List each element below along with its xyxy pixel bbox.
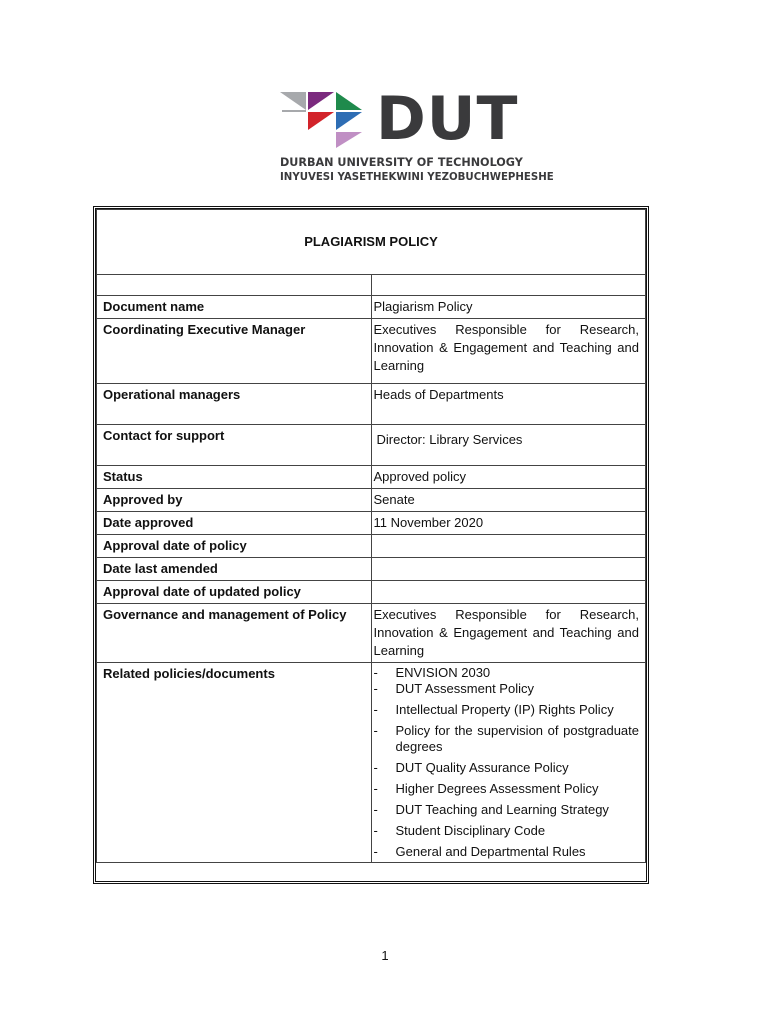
row-label: Governance and management of Policy [97, 604, 372, 663]
policy-info-table [93, 206, 649, 884]
bullet-dash: - [373, 760, 378, 775]
row-label: Approval date of policy [97, 535, 372, 558]
table-row [97, 466, 646, 489]
row-label: Coordinating Executive Manager [97, 319, 372, 384]
row-value: Executives Responsible for Research, Innovation & Engagement and Teaching and Learning [371, 604, 646, 663]
dut-logo-mark [280, 88, 370, 148]
row-value: Executives Responsible for Research, Innovation & Engagement and Teaching and Learning [371, 319, 646, 384]
spacer-cell [371, 275, 646, 296]
row-label: Date approved [97, 512, 372, 535]
dut-logo [280, 84, 554, 188]
table-row [97, 489, 646, 512]
list-item-text: General and Departmental Rules [395, 844, 586, 859]
logo-university-name: DURBAN UNIVERSITY OF TECHNOLOGY [280, 156, 523, 169]
bullet-dash: - [373, 681, 378, 696]
row-label: Related policies/documents [97, 663, 372, 863]
list-item [374, 665, 640, 681]
row-label: Contact for support [97, 425, 372, 466]
table-row [97, 581, 646, 604]
list-item-text: DUT Quality Assurance Policy [395, 760, 569, 775]
bullet-dash: - [373, 823, 378, 838]
list-item-text: DUT Teaching and Learning Strategy [395, 802, 609, 817]
logo-wordmark: DUT [376, 84, 519, 154]
row-value: Senate [371, 489, 646, 512]
list-item-text: Policy for the supervision of postgraduate degrees [395, 723, 639, 754]
bullet-dash: - [373, 802, 378, 817]
table-row [97, 663, 646, 863]
table-row [97, 512, 646, 535]
bullet-dash: - [373, 723, 378, 738]
logo-university-name-zulu: INYUVESI YASETHEKWINI YEZOBUCHWEPHESHE [280, 172, 554, 183]
row-value: Approved policy [371, 466, 646, 489]
row-label: Approved by [97, 489, 372, 512]
list-item [374, 781, 640, 797]
row-label: Operational managers [97, 384, 372, 425]
list-item-text: Higher Degrees Assessment Policy [395, 781, 599, 796]
list-item [374, 681, 640, 697]
row-value: Heads of Departments [371, 384, 646, 425]
table-row [97, 535, 646, 558]
table-row [97, 384, 646, 425]
table-row [97, 425, 646, 466]
list-item [374, 823, 640, 839]
list-item [374, 802, 640, 818]
row-label: Document name [97, 296, 372, 319]
bullet-dash: - [373, 781, 378, 796]
row-label: Status [97, 466, 372, 489]
document-title: PLAGIARISM POLICY [97, 210, 646, 275]
bullet-dash: - [373, 665, 378, 680]
bullet-dash: - [373, 702, 378, 717]
row-value: 11 November 2020 [371, 512, 646, 535]
bullet-dash: - [373, 844, 378, 859]
related-documents-cell [371, 663, 646, 863]
table-row [97, 296, 646, 319]
list-item [374, 723, 640, 755]
related-documents-list [374, 665, 640, 860]
row-value [371, 581, 646, 604]
list-item-text: ENVISION 2030 [395, 665, 491, 680]
table-row [97, 558, 646, 581]
row-value: Plagiarism Policy [371, 296, 646, 319]
list-item-text: Intellectual Property (IP) Rights Policy [395, 702, 614, 717]
list-item [374, 760, 640, 776]
row-value [371, 425, 646, 466]
row-value [371, 535, 646, 558]
contact-value: Director: Library Services [376, 432, 523, 447]
list-item-text: Student Disciplinary Code [395, 823, 546, 838]
table-row [97, 319, 646, 384]
table-row [97, 604, 646, 663]
row-label: Approval date of updated policy [97, 581, 372, 604]
page-number: 1 [381, 948, 389, 963]
row-label: Date last amended [97, 558, 372, 581]
list-item [374, 702, 640, 718]
spacer-cell [97, 275, 372, 296]
row-value [371, 558, 646, 581]
list-item-text: DUT Assessment Policy [395, 681, 534, 696]
list-item [374, 844, 640, 860]
